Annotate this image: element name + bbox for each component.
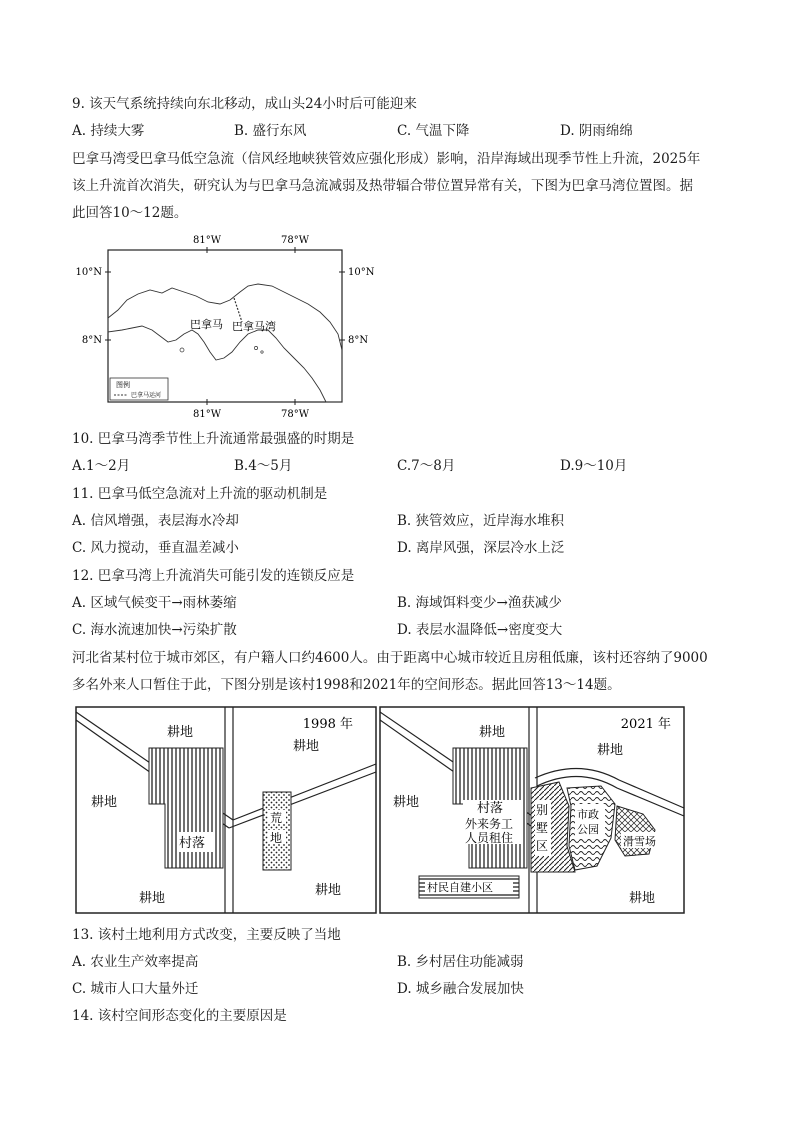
- park-label-2: 公园: [577, 823, 599, 836]
- legend-title: 图例: [116, 381, 130, 389]
- q9-option-b: B. 盛行东风: [234, 123, 307, 139]
- lat-left-8: 8°N: [81, 335, 102, 346]
- lat-right-10: 10°N: [348, 267, 375, 278]
- q10-option-c: C.7～8月: [397, 458, 456, 474]
- q14-stem: 14. 该村空间形态变化的主要原因是: [72, 1008, 287, 1024]
- label-panama: 巴拿马: [190, 318, 223, 331]
- passage1-line1: 巴拿马湾受巴拿马低空急流（信风经地峡狭管效应强化形成）影响，沿岸海域出现季节性上升流，2025年: [72, 151, 701, 167]
- villa-label-2: 墅: [536, 821, 549, 835]
- q10-option-b: B.4～5月: [234, 458, 293, 474]
- q9-option-c: C. 气温下降: [397, 123, 470, 139]
- farmland-1998-right: 耕地: [293, 739, 320, 754]
- farmland-1998-bottom: 耕地: [139, 891, 166, 906]
- village-label-2021: 村落: [477, 801, 504, 816]
- legend-canal: 巴拿马运河: [131, 392, 162, 399]
- q11-option-d: D. 离岸风强，深层冷水上泛: [397, 540, 565, 556]
- passage1-line3: 此回答10～12题。: [72, 205, 188, 221]
- passage2-line2: 多名外来人口暂住于此，下图分别是该村1998和2021年的空间形态。据此回答13～14题。: [72, 677, 621, 693]
- q10-option-d: D.9～10月: [560, 458, 628, 474]
- figure-2021: [379, 706, 685, 914]
- villa-label-1: 别: [536, 803, 549, 817]
- q10-option-a: A.1～2月: [72, 458, 131, 474]
- lat-right-8: 8°N: [348, 335, 369, 346]
- farmland-2021-br: 耕地: [629, 891, 656, 906]
- q13-stem: 13. 该村土地利用方式改变，主要反映了当地: [72, 927, 341, 943]
- figure-1998: [75, 706, 377, 914]
- q13-option-a: A. 农业生产效率提高: [72, 954, 199, 970]
- q12-option-a: A. 区域气候变干→雨林萎缩: [72, 595, 237, 611]
- farmland-1998-br: 耕地: [315, 883, 342, 898]
- q9-option-a: A. 持续大雾: [72, 123, 145, 139]
- lon-top-81: 81°W: [192, 235, 222, 246]
- farmland-2021-top: 耕地: [479, 725, 506, 740]
- q12-stem: 12. 巴拿马湾上升流消失可能引发的连锁反应是: [72, 568, 355, 584]
- lat-left-10: 10°N: [75, 267, 102, 278]
- q11-option-b: B. 狭管效应，近岸海水堆积: [397, 513, 565, 529]
- villa-label-3: 区: [536, 839, 549, 853]
- farmland-2021-right: 耕地: [597, 743, 624, 758]
- q12-option-b: B. 海域饵料变少→渔获减少: [397, 595, 562, 611]
- wasteland-label-1: 荒: [270, 811, 283, 825]
- farmland-2021-left: 耕地: [393, 795, 420, 810]
- q13-option-b: B. 乡村居住功能减弱: [397, 954, 524, 970]
- passage1-line2: 该上升流首次消失，研究认为与巴拿马急流减弱及热带辐合带位置异常有关，下图为巴拿马湾位置图。据: [72, 178, 693, 194]
- q11-option-a: A. 信风增强，表层海水冷却: [72, 513, 239, 529]
- farmland-1998-top: 耕地: [167, 725, 194, 740]
- year-2021: 2021 年: [620, 717, 671, 732]
- migrant-label-2: 人员租住: [465, 831, 514, 845]
- wasteland-label-2: 地: [270, 831, 283, 845]
- q9-option-d: D. 阴雨绵绵: [560, 123, 633, 139]
- q11-option-c: C. 风力搅动，垂直温差减小: [72, 540, 239, 556]
- panama-map: [72, 230, 382, 425]
- q13-option-c: C. 城市人口大量外迁: [72, 981, 199, 997]
- q12-option-d: D. 表层水温降低→密度变大: [397, 622, 563, 638]
- q11-stem: 11. 巴拿马低空急流对上升流的驱动机制是: [72, 486, 328, 502]
- lon-bottom-81: 81°W: [192, 409, 222, 420]
- lon-top-78: 78°W: [280, 235, 310, 246]
- q9-stem: 9. 该天气系统持续向东北移动，成山头24小时后可能迎来: [72, 96, 417, 112]
- selfbuilt-label: 村民自建小区: [427, 881, 493, 894]
- passage2-line1: 河北省某村位于城市郊区，有户籍人口约4600人。由于距离中心城市较近且房租低廉，该村还容纳了9000: [72, 650, 708, 666]
- ski-label: 滑雪场: [623, 835, 656, 848]
- park-label-1: 市政: [577, 808, 599, 821]
- lon-bottom-78: 78°W: [280, 409, 310, 420]
- village-label-1998: 村落: [179, 836, 206, 851]
- q12-option-c: C. 海水流速加快→污染扩散: [72, 622, 237, 638]
- year-1998: 1998 年: [302, 717, 353, 732]
- label-gulf: 巴拿马湾: [232, 320, 276, 333]
- migrant-label-1: 外来务工: [465, 817, 514, 831]
- q10-stem: 10. 巴拿马湾季节性上升流通常最强盛的时期是: [72, 431, 355, 447]
- farmland-1998-left: 耕地: [91, 795, 118, 810]
- q13-option-d: D. 城乡融合发展加快: [397, 981, 524, 997]
